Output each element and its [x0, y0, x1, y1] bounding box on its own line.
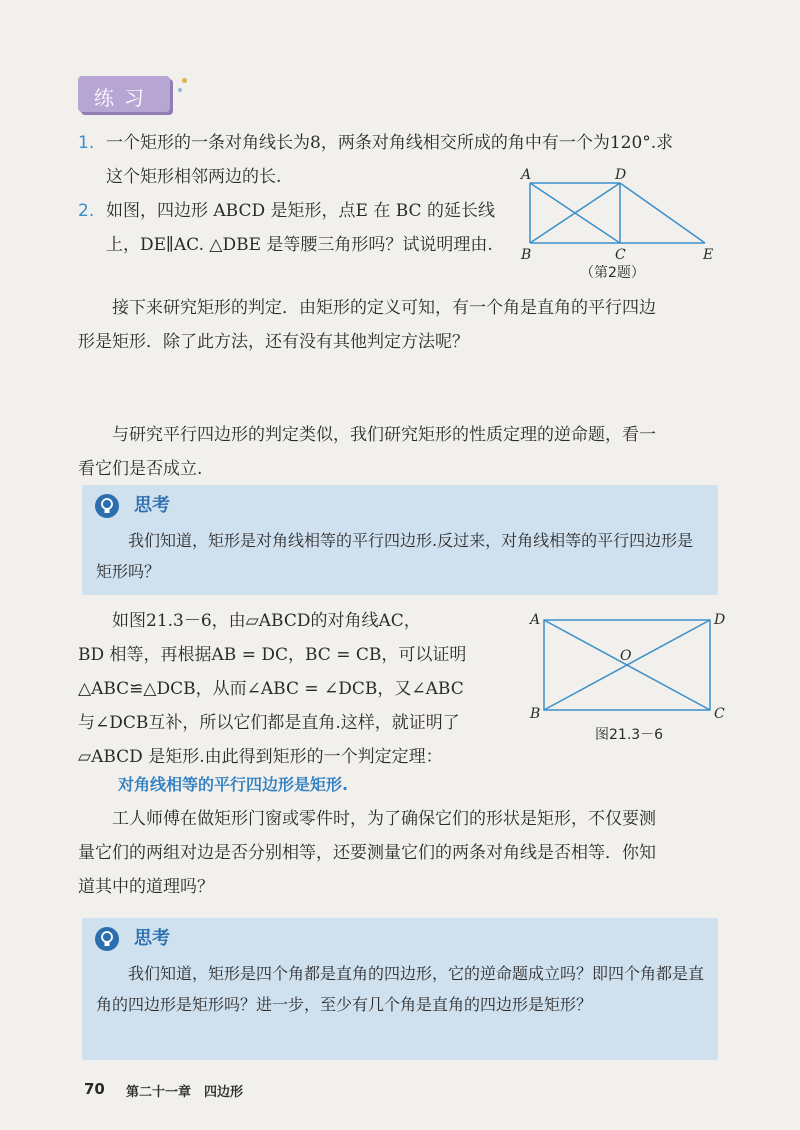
chapter-title: 第二十一章 四边形 — [126, 1085, 244, 1100]
exercise-1-line-1: 一个矩形的一条对角线长为8，两条对角线相交所成的角中有一个为120°.求 — [106, 133, 674, 153]
fig1-label-C: C — [615, 247, 626, 263]
exercise-2-number: 2. — [78, 201, 95, 221]
fig2-label-A: A — [530, 612, 541, 628]
paragraph-3-line-2: 量它们的两组对边是否分别相等，还要测量它们的两条对角线是否相等．你知 — [78, 843, 656, 863]
think-box-1-title: 思考 — [134, 495, 170, 516]
fig2-label-D: D — [714, 612, 726, 628]
paragraph-2-line-2: 看它们是否成立. — [78, 459, 203, 479]
paragraph-3-line-3: 道其中的道理吗？ — [78, 877, 214, 897]
fig1-label-A: A — [521, 167, 532, 183]
exercise-2-figure-caption: （第2题） — [580, 265, 645, 281]
exercise-1-number: 1. — [78, 133, 95, 153]
fig1-label-B: B — [521, 247, 532, 263]
fig1-label-D: D — [615, 167, 627, 183]
exercise-2-line-2: 上，DE∥AC. △DBE 是等腰三角形吗？试说明理由. — [106, 235, 493, 255]
decorative-dot — [178, 88, 182, 92]
paragraph-1-line-1: 接下来研究矩形的判定．由矩形的定义可知，有一个角是直角的平行四边 — [112, 298, 656, 318]
exercise-badge-label: 练习 — [94, 86, 154, 110]
exercise-2-line-1: 如图，四边形 ABCD 是矩形，点E 在 BC 的延长线 — [106, 201, 495, 221]
think-box-2-body: 我们知道，矩形是四个角都是直角的四边形，它的逆命题成立吗？即四个角都是直角的四边形是矩形吗？进一步，至少有几个角是直角的四边形是矩形？ — [96, 964, 705, 1014]
proof-line-1: 如图21.3－6，由▱ABCD的对角线AC， — [112, 611, 421, 631]
think-box-2 — [82, 918, 718, 1060]
fig1-label-E: E — [703, 247, 714, 263]
proof-line-4: 与∠DCB互补，所以它们都是直角.这样，就证明了 — [78, 713, 460, 733]
decorative-dot — [182, 78, 187, 83]
figure-21-3-6 — [528, 606, 728, 726]
paragraph-1-line-2: 形是矩形．除了此方法，还有没有其他判定方法呢？ — [78, 332, 469, 352]
exercise-badge — [78, 76, 170, 112]
figure-21-3-6-caption: 图21.3－6 — [595, 727, 664, 743]
paragraph-2-line-1: 与研究平行四边形的判定类似，我们研究矩形的性质定理的逆命题，看一 — [112, 425, 656, 445]
fig2-label-O: O — [620, 648, 632, 664]
page-number: 70 — [84, 1080, 105, 1098]
fig2-label-C: C — [714, 706, 725, 722]
theorem-statement: 对角线相等的平行四边形是矩形. — [118, 775, 349, 794]
proof-line-2: BD 相等，再根据AB = DC，BC = CB，可以证明 — [78, 645, 467, 665]
think-box-2-title: 思考 — [134, 928, 170, 949]
think-box-1-body: 我们知道，矩形是对角线相等的平行四边形.反过来，对角线相等的平行四边形是矩形吗？ — [96, 531, 694, 581]
think-box-1 — [82, 485, 718, 595]
paragraph-3-line-1: 工人师傅在做矩形门窗或零件时，为了确保它们的形状是矩形，不仅要测 — [112, 809, 656, 829]
exercise-1-line-2: 这个矩形相邻两边的长. — [106, 167, 282, 187]
lightbulb-icon — [94, 493, 120, 519]
proof-line-5: ▱ABCD 是矩形.由此得到矩形的一个判定定理： — [78, 747, 443, 767]
lightbulb-icon — [94, 926, 120, 952]
fig2-label-B: B — [530, 706, 541, 722]
proof-line-3: △ABC≌△DCB，从而∠ABC = ∠DCB，又∠ABC — [78, 679, 464, 699]
